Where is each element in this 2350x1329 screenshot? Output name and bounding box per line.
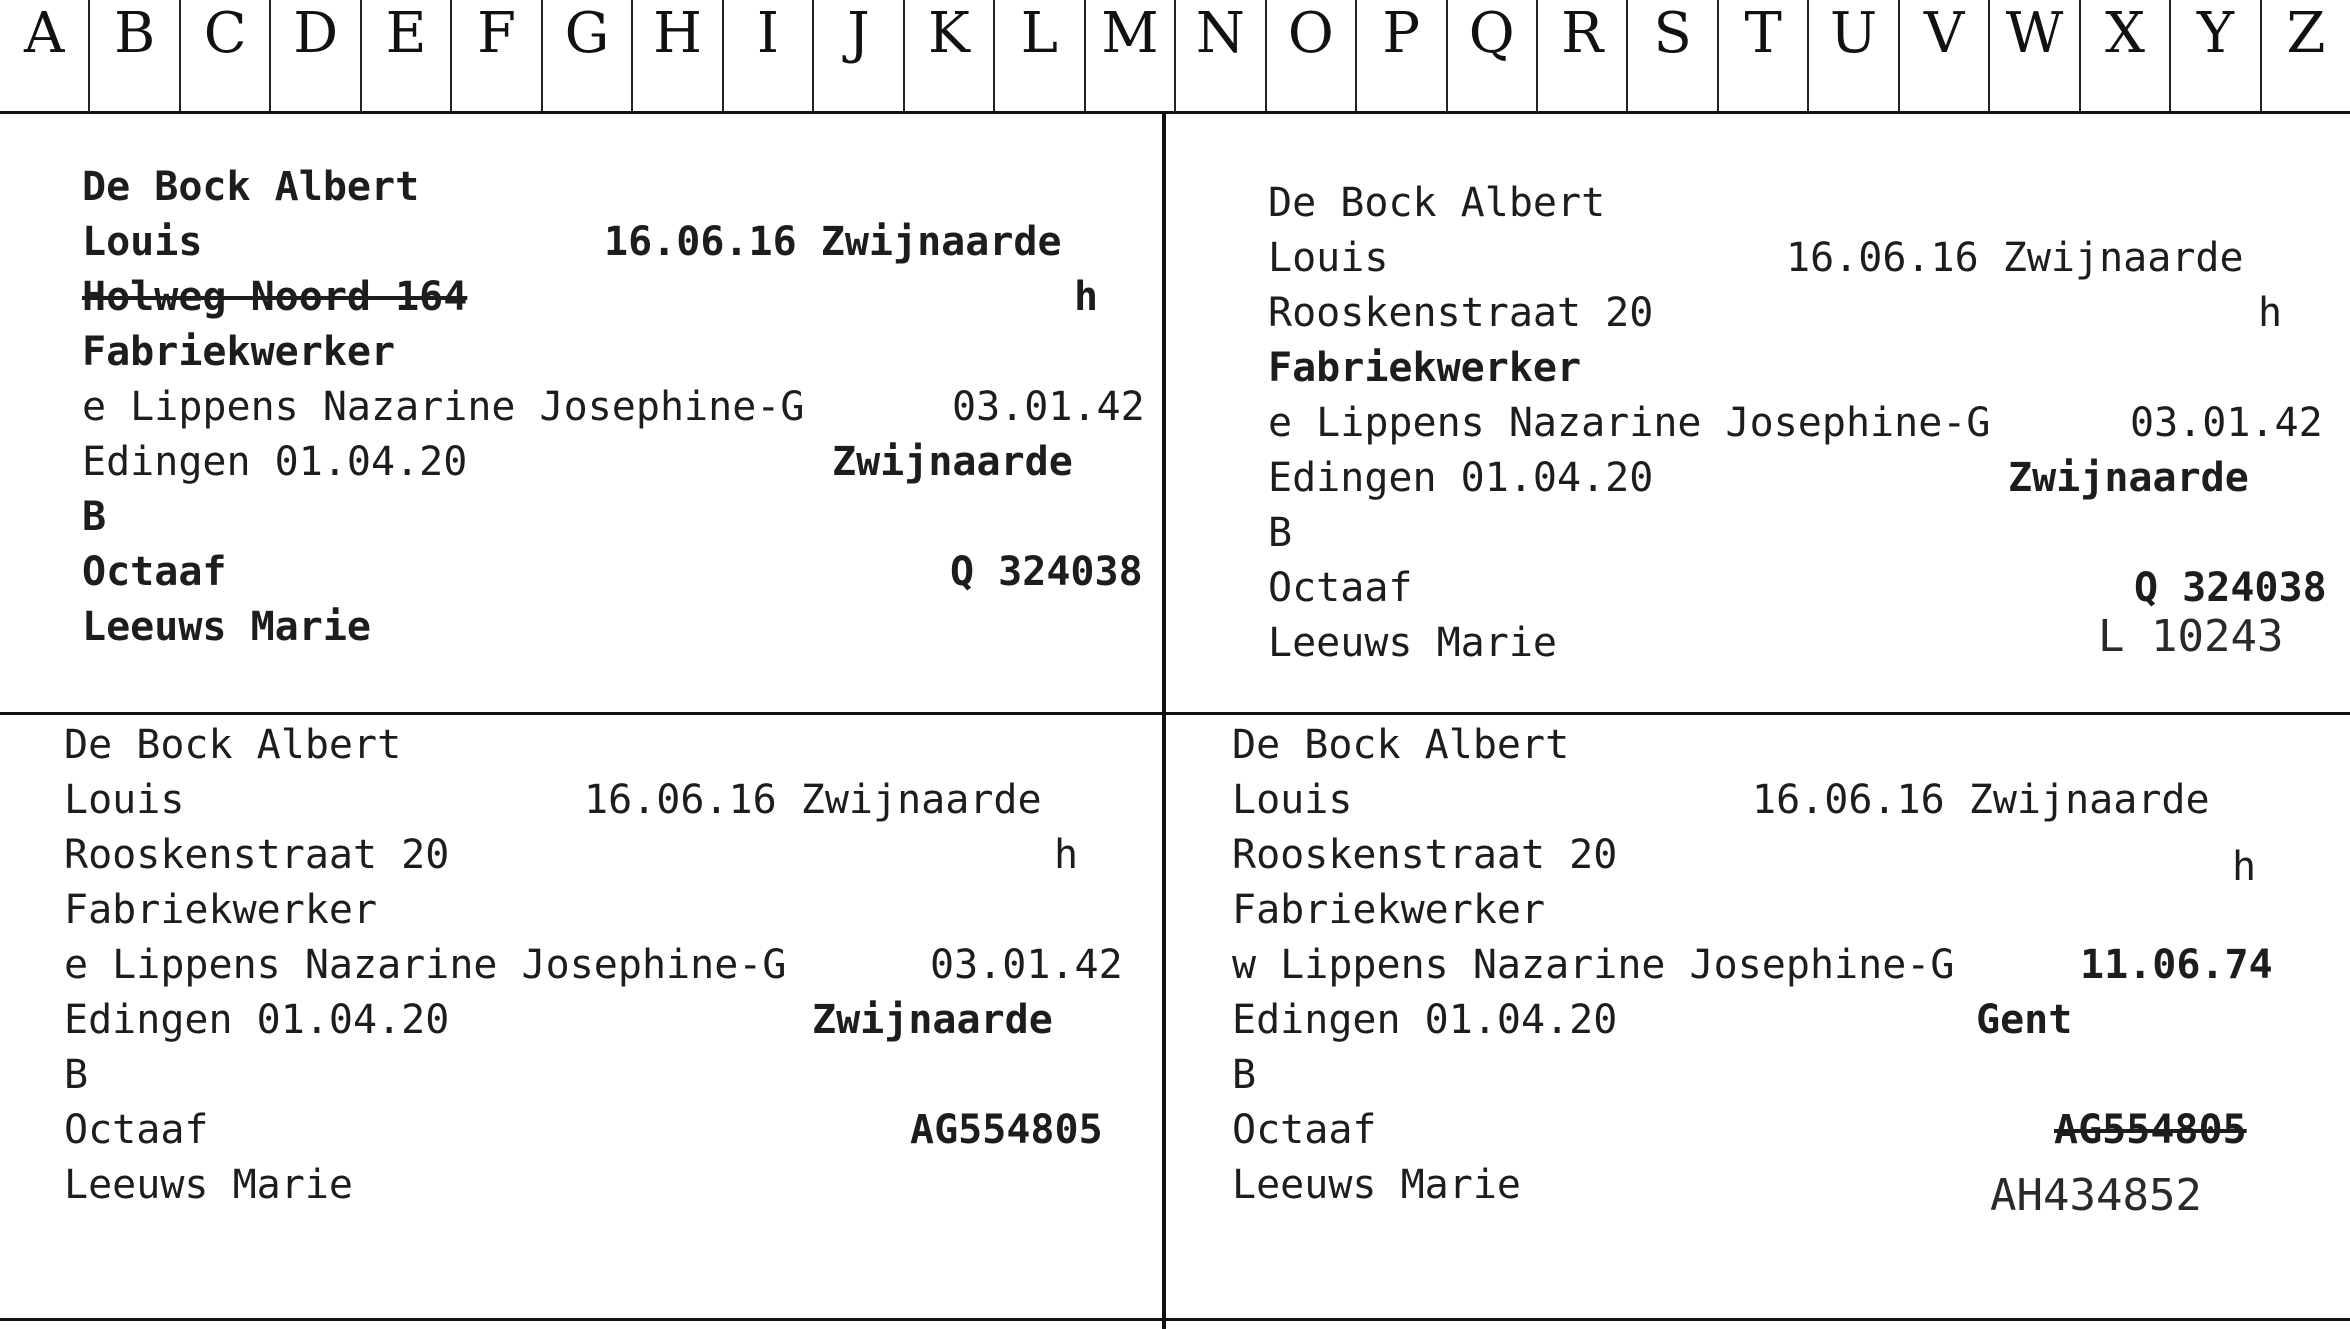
card-name: De Bock Albert (1232, 722, 1570, 768)
index-letter-label: W (2005, 1, 2064, 66)
index-letter-label: L (1020, 1, 1058, 66)
index-letter-label: D (293, 1, 339, 66)
card-marriage-date: 03.01.42 (930, 942, 1123, 988)
card-address: Holweg Noord 164 (82, 274, 468, 320)
card-mother: Leeuws Marie (1232, 1162, 1521, 1208)
horizontal-divider-middle (0, 712, 2350, 715)
card-nationality: B (1232, 1052, 1257, 1098)
index-letter-s (1626, 0, 1716, 111)
card-nationality: B (64, 1052, 89, 1098)
index-letter-k (903, 0, 993, 111)
card-address: Rooskenstraat 20 (1232, 832, 1618, 878)
index-letter-label: Y (2197, 1, 2234, 66)
index-letter-m (1084, 0, 1174, 111)
index-letter-j (812, 0, 902, 111)
card-birth: 16.06.16 Zwijnaarde (1786, 235, 2244, 281)
card-marriage-place: Zwijnaarde (2008, 455, 2249, 501)
card-spouse: e Lippens Nazarine Josephine-G (82, 384, 805, 430)
card-name: De Bock Albert (82, 164, 420, 210)
card-extra-number: AH434852 (1990, 1170, 2202, 1221)
card-mother: Leeuws Marie (1268, 620, 1557, 666)
index-letter-t (1717, 0, 1807, 111)
index-letter-n (1174, 0, 1264, 111)
card-mother: Leeuws Marie (64, 1162, 353, 1208)
index-letter-label: X (2105, 1, 2145, 66)
card-name: De Bock Albert (1268, 180, 1606, 226)
card-bottom-left (64, 718, 1214, 1213)
index-letter-label: B (114, 1, 156, 66)
index-letter-label: Z (2286, 1, 2326, 66)
card-occupation: Fabriekwerker (64, 887, 378, 933)
index-letter-p (1355, 0, 1445, 111)
index-letter-h (631, 0, 721, 111)
card-id-number: AG554805 (2054, 1107, 2247, 1153)
index-letter-o (1265, 0, 1355, 111)
card-father: Octaaf (64, 1107, 209, 1153)
index-letter-z (2260, 0, 2350, 111)
index-letter-label: E (385, 1, 427, 66)
card-extra-number: L 10243 (2098, 611, 2284, 662)
index-letter-c (179, 0, 269, 111)
index-letter-label: C (203, 1, 247, 66)
card-mother: Leeuws Marie (82, 604, 371, 650)
card-spouse-birth: Edingen 01.04.20 (82, 439, 468, 485)
card-birth: 16.06.16 Zwijnaarde (604, 219, 1062, 265)
card-name: De Bock Albert (64, 722, 402, 768)
index-letter-label: T (1744, 1, 1782, 66)
index-letter-label: G (564, 1, 610, 66)
card-bottom-right (1232, 718, 2350, 1221)
card-father: Octaaf (1268, 565, 1413, 611)
card-sex: h (2258, 290, 2283, 336)
card-sex: h (2232, 844, 2257, 890)
index-letter-f (450, 0, 540, 111)
index-letter-a (0, 0, 88, 111)
index-letter-l (993, 0, 1083, 111)
index-letter-label: A (24, 1, 65, 66)
index-letter-label: J (847, 1, 870, 66)
index-letter-label: M (1101, 1, 1159, 66)
card-second-name: Louis (1232, 777, 1353, 823)
index-letter-label: F (477, 1, 516, 66)
card-birth: 16.06.16 Zwijnaarde (584, 777, 1042, 823)
card-marriage-place: Zwijnaarde (832, 439, 1073, 485)
card-id-number: AG554805 (910, 1107, 1103, 1153)
card-top-left (82, 160, 1232, 655)
index-letter-label: K (928, 1, 970, 66)
index-letter-label: P (1382, 1, 1421, 66)
index-letter-d (269, 0, 359, 111)
card-marriage-place: Gent (1976, 997, 2073, 1043)
card-spouse: e Lippens Nazarine Josephine-G (1268, 400, 1991, 446)
card-marriage-date: 03.01.42 (2130, 400, 2323, 446)
index-letter-r (1536, 0, 1626, 111)
card-occupation: Fabriekwerker (1232, 887, 1546, 933)
card-father: Octaaf (1232, 1107, 1377, 1153)
card-spouse-birth: Edingen 01.04.20 (1268, 455, 1654, 501)
card-second-name: Louis (64, 777, 185, 823)
index-letter-i (722, 0, 812, 111)
index-letter-b (88, 0, 178, 111)
index-letter-q (1446, 0, 1536, 111)
index-letter-v (1898, 0, 1988, 111)
card-spouse: w Lippens Nazarine Josephine-G (1232, 942, 1955, 988)
index-letter-x (2079, 0, 2169, 111)
card-birth: 16.06.16 Zwijnaarde (1752, 777, 2210, 823)
card-address: Rooskenstraat 20 (1268, 290, 1654, 336)
card-spouse-birth: Edingen 01.04.20 (64, 997, 450, 1043)
card-sex: h (1074, 274, 1099, 320)
index-letter-label: O (1287, 1, 1334, 66)
index-letter-label: I (756, 1, 780, 66)
card-second-name: Louis (1268, 235, 1389, 281)
card-top-right (1268, 176, 2350, 671)
card-spouse-birth: Edingen 01.04.20 (1232, 997, 1618, 1043)
index-letter-y (2169, 0, 2259, 111)
card-id-number: Q 324038 (2134, 565, 2327, 611)
index-letter-label: R (1561, 1, 1604, 66)
card-marriage-place: Zwijnaarde (812, 997, 1053, 1043)
index-letter-label: S (1653, 1, 1692, 66)
index-letter-label: U (1830, 1, 1878, 66)
index-letter-label: N (1195, 1, 1245, 66)
card-id-number: Q 324038 (950, 549, 1143, 595)
index-letter-label: V (1923, 1, 1965, 66)
card-marriage-date: 11.06.74 (2080, 942, 2273, 988)
index-letter-e (360, 0, 450, 111)
card-marriage-date: 03.01.42 (952, 384, 1145, 430)
card-spouse: e Lippens Nazarine Josephine-G (64, 942, 787, 988)
card-address: Rooskenstraat 20 (64, 832, 450, 878)
card-nationality: B (1268, 510, 1293, 556)
card-nationality: B (82, 494, 107, 540)
alphabet-index (0, 0, 2350, 114)
card-second-name: Louis (82, 219, 203, 265)
index-letter-label: H (653, 1, 702, 66)
index-letter-u (1807, 0, 1897, 111)
index-letter-label: Q (1468, 1, 1515, 66)
card-sex: h (1054, 832, 1079, 878)
index-letter-g (541, 0, 631, 111)
horizontal-divider-bottom (0, 1318, 2350, 1321)
card-occupation: Fabriekwerker (1268, 345, 1582, 391)
index-letter-w (1988, 0, 2078, 111)
card-father: Octaaf (82, 549, 227, 595)
card-occupation: Fabriekwerker (82, 329, 396, 375)
